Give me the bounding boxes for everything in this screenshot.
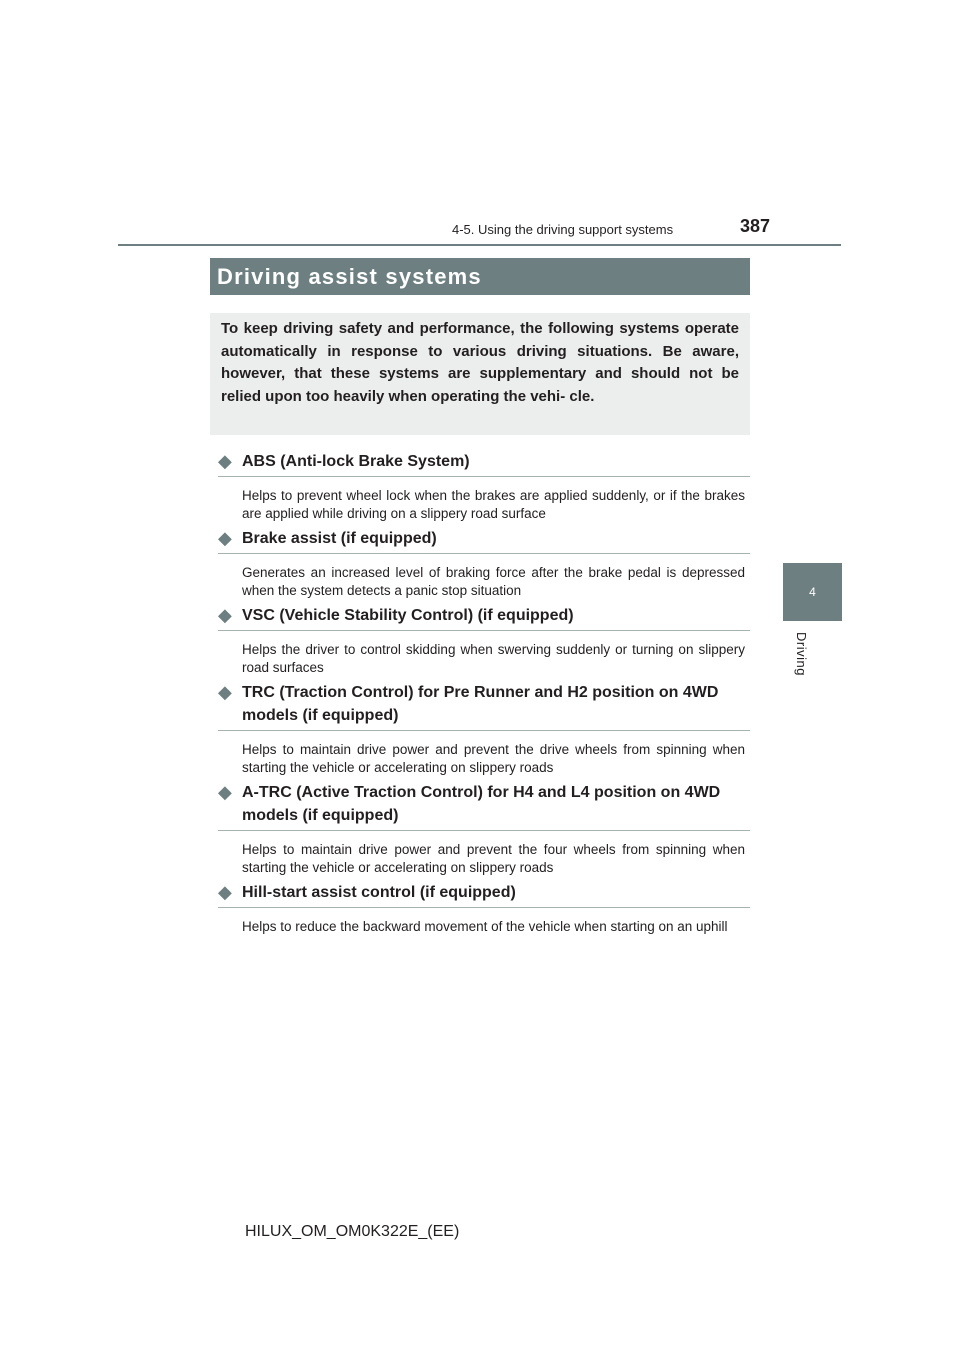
diamond-icon: ◆ [218, 451, 232, 471]
feature-trc [218, 681, 750, 776]
diamond-icon: ◆ [218, 782, 232, 802]
feature-heading [218, 681, 750, 731]
page-title: Driving assist systems [210, 258, 750, 295]
feature-heading-text: VSC (Vehicle Stability Control) (if equipped) [242, 607, 574, 624]
diamond-icon: ◆ [218, 882, 232, 902]
feature-description: Helps the driver to control skidding when swerving suddenly or turning on slippery road surfaces [242, 642, 745, 675]
feature-abs [218, 450, 750, 522]
feature-description: Helps to reduce the backward movement of the vehicle when starting on an uphill [242, 919, 728, 934]
feature-heading [218, 604, 750, 631]
page-number: 387 [740, 216, 771, 236]
feature-heading-text: A-TRC (Active Traction Control) for H4 and L4 position on 4WD models (if equipped) [242, 784, 721, 824]
feature-description: Helps to maintain drive power and prevent the drive wheels from spinning when starting the vehicle or accelerating on slippery roads [242, 742, 745, 775]
feature-description: Generates an increased level of braking force after the brake pedal is depressed when the system detects a panic stop situation [242, 565, 745, 598]
diamond-icon: ◆ [218, 605, 232, 625]
footer-code: HILUX_OM_OM0K322E_(EE) [245, 1223, 460, 1240]
feature-heading [218, 881, 750, 908]
header-rule [118, 244, 841, 246]
feature-hill-start [218, 881, 750, 936]
diamond-icon: ◆ [218, 528, 232, 548]
feature-heading [218, 450, 750, 477]
feature-brake-assist [218, 527, 750, 599]
feature-heading-text: Brake assist (if equipped) [242, 530, 437, 547]
chapter-tab: 4 [783, 563, 842, 621]
feature-heading [218, 527, 750, 554]
diamond-icon: ◆ [218, 682, 232, 702]
feature-heading-text: Hill-start assist control (if equipped) [242, 884, 516, 901]
feature-vsc [218, 604, 750, 676]
feature-a-trc [218, 781, 750, 876]
feature-heading [218, 781, 750, 831]
feature-heading-text: ABS (Anti-lock Brake System) [242, 453, 470, 470]
feature-description: Helps to maintain drive power and prevent the four wheels from spinning when starting the vehicle or accelerating on slippery roads [242, 842, 745, 875]
feature-heading-text: TRC (Traction Control) for Pre Runner and H2 position on 4WD models (if equipped) [242, 684, 719, 724]
chapter-label: Driving [794, 632, 809, 676]
intro-box: To keep driving safety and performance, the following systems operate automatically in response to various driving situations. Be aware, however, that these systems are supplementary and should not be relied upon too heavily when operating the vehi- cle. [210, 313, 750, 435]
header-section: 4-5. Using the driving support systems [452, 222, 674, 237]
feature-description: Helps to prevent wheel lock when the brakes are applied suddenly, or if the brakes are applied while driving on a slippery road surface [242, 488, 745, 521]
